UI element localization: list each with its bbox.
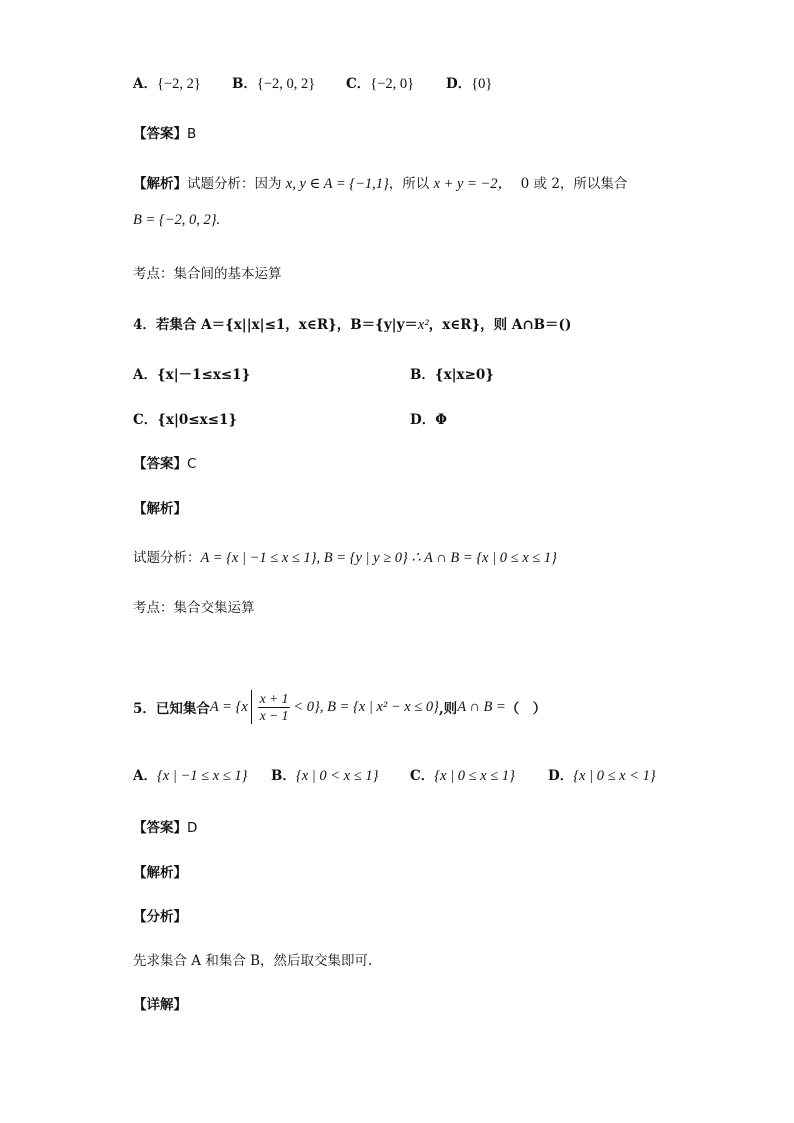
q5-analysis-label: 【解析】 xyxy=(133,865,187,881)
q3-kaodian: 考点：集合间的基本运算 xyxy=(133,266,282,282)
q5-a-lhs: A = {x xyxy=(209,698,248,715)
q3-option-c-label: C． xyxy=(346,76,371,92)
q5-option-a-value: {x | −1 ≤ x ≤ 1} xyxy=(156,768,248,784)
q4-kaodian: 考点：集合交集运算 xyxy=(133,600,255,616)
q3-option-c-value: {−2, 0} xyxy=(370,76,415,92)
q5-frac-num: x + 1 xyxy=(259,690,289,706)
q5-question-paren: （ ） xyxy=(505,701,547,717)
q3-option-b xyxy=(232,72,315,93)
q5-option-b-value: {x | 0 < x ≤ 1} xyxy=(295,768,379,784)
q4-question-text: 4．若集合 A＝{x||x|≤1，x∈R}，B＝{y|y＝ xyxy=(133,317,418,333)
q5-option-b xyxy=(271,764,378,785)
q4-analysis xyxy=(133,546,557,567)
q3-option-d xyxy=(446,72,492,93)
q4-option-b: B．{x|x≥0} xyxy=(410,367,494,383)
q5-frac-den: x − 1 xyxy=(259,707,289,723)
q3-analysis-label: 【解析】 xyxy=(133,176,187,192)
q5-option-c-label: C． xyxy=(410,768,435,784)
q4-answer-value: C xyxy=(187,456,197,472)
q5-fraction xyxy=(258,691,291,724)
q5-set-bar xyxy=(251,690,252,724)
q3-option-d-label: D． xyxy=(446,76,472,92)
q4-question xyxy=(133,313,571,334)
q5-answer-label: 【答案】 xyxy=(133,820,187,836)
q5-option-c xyxy=(410,764,515,785)
q4-option-c: C．{x|0≤x≤1} xyxy=(133,412,238,428)
q3-option-a-label: A． xyxy=(133,76,157,92)
q5-a-rhs: < 0} xyxy=(293,698,320,715)
q4-analysis-math: A = {x | −1 ≤ x ≤ 1}, B = {y | y ≥ 0} ∴ A ∩ B = {x | 0 ≤ x ≤ 1} xyxy=(200,550,557,566)
q5-fenxi-text: 先求集合 A 和集合 B，然后取交集即可. xyxy=(133,953,373,969)
q4-analysis-label: 【解析】 xyxy=(133,501,187,517)
q3-analysis-math-3: B = {−2, 0, 2}. xyxy=(133,212,221,228)
q3-answer xyxy=(133,122,196,142)
q3-option-c xyxy=(346,72,414,93)
q5-question xyxy=(133,684,546,730)
q3-option-d-value: {0} xyxy=(471,76,493,92)
q3-answer-value: B xyxy=(187,126,197,142)
q3-analysis xyxy=(133,172,627,193)
q3-option-a-value: {−2, 2} xyxy=(156,76,201,92)
q4-option-a: A．{x|－1≤x≤1} xyxy=(133,367,251,383)
q5-option-a-label: A． xyxy=(133,768,157,784)
q5-option-d-label: D． xyxy=(548,768,574,784)
q5-option-a xyxy=(133,764,247,785)
q4-answer xyxy=(133,452,196,472)
q3-answer-label: 【答案】 xyxy=(133,126,187,142)
q4-question-tail: ，x∈R}，则 A∩B＝() xyxy=(428,317,572,333)
q5-option-d-value: {x | 0 ≤ x < 1} xyxy=(573,768,656,784)
q3-option-a xyxy=(133,72,201,93)
q3-option-b-value: {−2, 0, 2} xyxy=(256,76,316,92)
q5-option-c-value: {x | 0 ≤ x ≤ 1} xyxy=(434,768,515,784)
q4-analysis-text: 试题分析： xyxy=(133,550,201,566)
q5-question-math-end: A ∩ B = xyxy=(457,698,506,715)
q5-option-b-label: B． xyxy=(271,768,296,784)
q3-analysis-text-3: 0 或 2，所以集合 xyxy=(520,176,628,192)
q4-option-d: D．Φ xyxy=(410,412,447,428)
q3-analysis-math-2: x + y = −2， xyxy=(433,176,513,192)
q5-fenxi-label: 【分析】 xyxy=(133,909,187,925)
q5-b-set: , B = {x | x² − x ≤ 0} xyxy=(319,698,439,715)
q5-question-suffix: ,则 xyxy=(438,701,458,717)
q5-answer-value: D xyxy=(187,820,198,836)
q3-analysis-text-2: ，所以 xyxy=(388,176,430,192)
q4-answer-label: 【答案】 xyxy=(133,456,187,472)
q5-xiangjie-label: 【详解】 xyxy=(133,997,187,1013)
q3-analysis-text-1: 试题分析：因为 xyxy=(187,176,282,192)
q4-question-x2: x² xyxy=(417,317,429,333)
q3-analysis-math-1: x, y ∈ A = {−1,1} xyxy=(285,176,389,192)
q3-analysis-cont xyxy=(133,212,220,229)
q5-question-prefix: 5．已知集合 xyxy=(133,701,210,717)
q3-option-b-label: B． xyxy=(232,76,257,92)
q5-option-d xyxy=(548,764,656,785)
q5-answer xyxy=(133,816,197,836)
